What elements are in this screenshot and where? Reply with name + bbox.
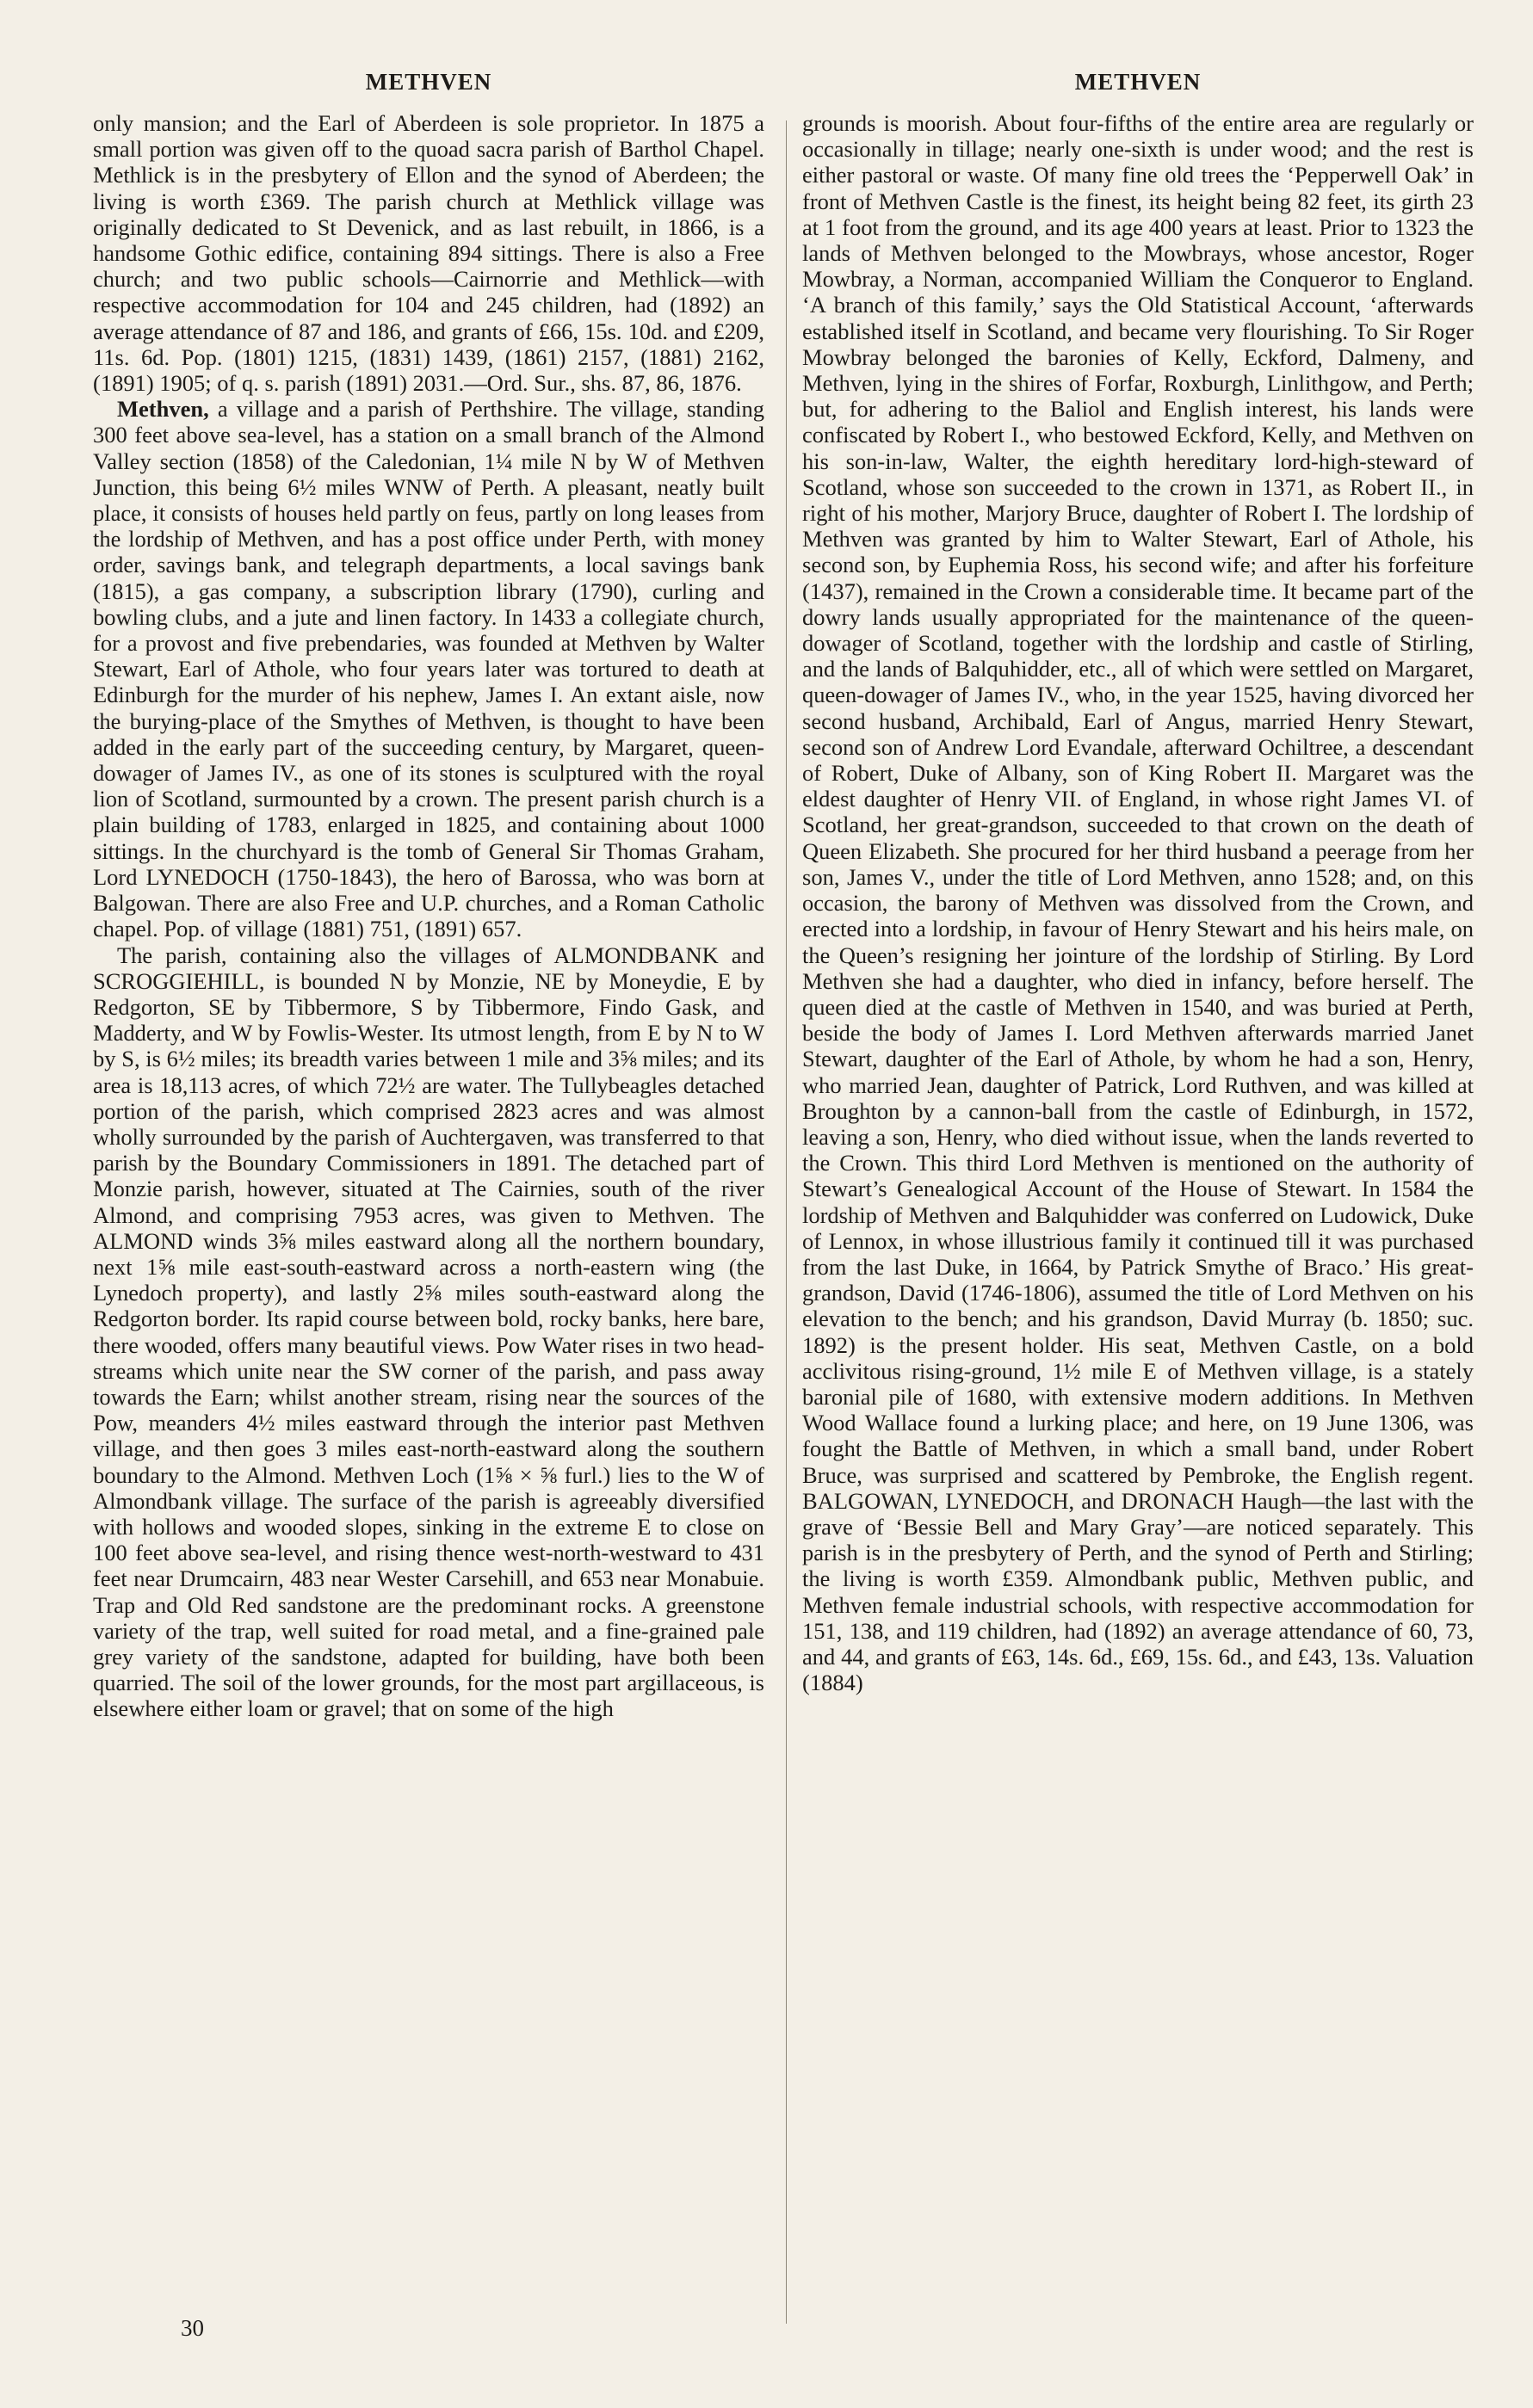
left-column-text (93, 110, 764, 1722)
column-divider (786, 120, 787, 2324)
paragraph-methlick-end: only mansion; and the Earl of Aberdeen is sole proprietor. In 1875 a small portion was given off to the quoad sacra parish of Barthol Chapel. Methlick is in the presbytery of Ellon and the synod of Aberdeen; the living is worth £369. The parish church at Methlick village was originally dedicated to St Devenick, and as last rebuilt, in 1866, is a handsome Gothic edifice, containing 894 sittings. There is also a Free church; and two public schools—Cairnorrie and Methlick—with respective accommodation for 104 and 245 children, had (1892) an average attendance of 87 and 186, and grants of £66, 15s. 10d. and £209, 11s. 6d. Pop. (1801) 1215, (1831) 1439, (1861) 2157, (1881) 2162, (1891) 1905; of q. s. parish (1891) 2031.—Ord. Sur., shs. 87, 86, 1876. (93, 110, 764, 397)
paragraph-methven-entry (93, 396, 764, 942)
page-number: 30 (181, 2315, 204, 2341)
paragraph-parish-history: grounds is moorish. About four-fifths of the entire area are regularly or occasionally in tillage; nearly one-sixth is under wood; and the rest is either pastoral or waste. Of many fine old trees the ‘Pepperwell Oak’ in front of Methven Castle is the finest, its height being 82 feet, its girth 23 at 1 foot from the ground, and its age 400 years at least. Prior to 1323 the lands of Methven belonged to the Mowbrays, whose ancestor, Roger Mowbray, a Norman, accompanied William the Conqueror to England. ‘A branch of this family,’ says the Old Statistical Account, ‘afterwards established itself in Scotland, and became very flourishing. To Sir Roger Mowbray belonged the baronies of Kelly, Eckford, Dalmeny, and Methven, lying in the shires of Forfar, Roxburgh, Linlithgow, and Perth; but, for adhering to the Baliol and English interest, his lands were confiscated by Robert I., who bestowed Eckford, Kelly, and Methven on his son-in-law, Walter, the eighth hereditary lord-high-steward of Scotland, whose son succeeded to the crown in 1371, as Robert II., in right of his mother, Marjory Bruce, daughter of Robert I. The lordship of Methven was granted by him to Walter Stewart, Earl of Athole, his second son, by Euphemia Ross, his second wife; and after his forfeiture (1437), remained in the Crown a considerable time. It became part of the dowry lands usually appropriated for the maintenance of the queen-dowager of Scotland, together with the lordship and castle of Stirling, and the lands of Balquhidder, etc., all of which were settled on Margaret, queen-dowager of James IV., who, in the year 1525, having divorced her second husband, Archibald, Earl of Angus, married Henry Stewart, second son of Andrew Lord Evandale, afterward Ochiltree, a descendant of Robert, Duke of Albany, son of King Robert II. Margaret was the eldest daughter of Henry VII. of England, in whose right James VI. of Scotland, her great-grandson, succeeded to that crown on the death of Queen Elizabeth. She procured for her third husband a peerage from her son, James V., under the title of Lord Methven, anno 1528; and, on this occasion, the barony of Methven was dissolved from the Crown, and erected into a lordship, in favour of Henry Stewart and his heirs male, on the Queen’s resigning her jointure of the lordship of Stirling. By Lord Methven she had a daughter, who died in infancy, before herself. The queen died at the castle of Methven in 1540, and was buried at Perth, beside the body of James I. Lord Methven afterwards married Janet Stewart, daughter of the Earl of Athole, by whom he had a son, Henry, who married Jean, daughter of Patrick, Lord Ruthven, and was killed at Broughton by a cannon-ball from the castle of Edinburgh, in 1572, leaving a son, Henry, who died without issue, when the lands reverted to the Crown. This third Lord Methven is mentioned on the authority of Stewart’s Genealogical Account of the House of Stewart. In 1584 the lordship of Methven and Balquhidder was conferred on Ludowick, Duke of Lennox, in whose illustrious family it continued till it was purchased from the last Duke, in 1664, by Patrick Smythe of Braco.’ His great-grandson, David (1746-1806), assumed the title of Lord Methven on his elevation to the bench; and his grandson, David Murray (b. 1850; suc. 1892) is the present holder. His seat, Methven Castle, on a bold acclivitous rising-ground, 1½ mile E of Methven village, is a stately baronial pile of 1680, with extensive modern additions. In Methven Wood Wallace found a lurking place; and here, on 19 June 1306, was fought the Battle of Methven, in which a small band, under Robert Bruce, was surprised and scattered by Pembroke, the English regent. BALGOWAN, LYNEDOCH, and DRONACH Haugh—the last with the grave of ‘Bessie Bell and Mary Gray’—are noticed separately. This parish is in the presbytery of Perth, and the synod of Perth and Stirling; the living is worth £359. Almondbank public, Methven public, and Methven female industrial schools, with respective accommodation for 151, 138, and 119 children, had (1892) an average attendance of 60, 73, and 44, and grants of £63, 14s. 6d., £69, 15s. 6d., and £43, 13s. Valuation (1884) (802, 110, 1474, 1696)
entry-headword: Methven, (117, 396, 209, 423)
right-column (802, 60, 1474, 1695)
entry-body: a village and a parish of Perthshire. The village, standing 300 feet above sea-level, has a station on a small branch of the Almond Valley section (1858) of the Caledonian, 1¼ mile N by W of Methven Junction, this being 6½ miles WNW of Perth. A pleasant, neatly built place, it consists of houses held partly on feus, partly on long leases from the lordship of Methven, and has a post office under Perth, with money order, savings bank, and telegraph departments, a local savings bank (1815), a gas company, a subscription library (1790), curling and bowling clubs, and a jute and linen factory. In 1433 a collegiate church, for a provost and five prebendaries, was founded at Methven by Walter Stewart, Earl of Athole, who four years later was tortured to death at Edinburgh for the murder of his nephew, James I. An extant aisle, now the burying-place of the Smythes of Methven, is thought to have been added in the early part of the succeeding century, by Margaret, queen-dowager of James IV., as one of its stones is sculptured with the royal lion of Scotland, surmounted by a crown. The present parish church is a plain building of 1783, enlarged in 1825, and containing about 1000 sittings. In the churchyard is the tomb of General Sir Thomas Graham, Lord LYNEDOCH (1750-1843), the hero of Barossa, who was born at Balgowan. There are also Free and U.P. churches, and a Roman Catholic chapel. Pop. of village (1881) 751, (1891) 657. (93, 396, 764, 942)
right-running-head: METHVEN (1074, 69, 1202, 95)
paragraph-parish-description: The parish, containing also the villages of ALMONDBANK and SCROGGIEHILL, is bounded N by Monzie, NE by Moneydie, E by Redgorton, SE by Tibbermore, S by Tibbermore, Findo Gask, and Madderty, and W by Fowlis-Wester. Its utmost length, from E by N to W by S, is 6½ miles; its breadth varies between 1 mile and 3⅝ miles; and its area is 18,113 acres, of which 72½ are water. The Tullybeagles detached portion of the parish, which comprised 2823 acres and was almost wholly surrounded by the parish of Auchtergaven, was transferred to that parish by the Boundary Commissioners in 1891. The detached part of Monzie parish, however, situated at The Cairnies, south of the river Almond, and comprising 7953 acres, was given to Methven. The ALMOND winds 3⅝ miles eastward along all the northern boundary, next 1⅝ mile east-south-eastward across a north-eastern wing (the Lynedoch property), and lastly 2⅝ miles south-eastward along the Redgorton border. Its rapid course between bold, rocky banks, here bare, there wooded, offers many beautiful views. Pow Water rises in two head-streams which unite near the SW corner of the parish, and pass away towards the Earn; whilst another stream, rising near the sources of the Pow, meanders 4½ miles eastward through the interior past Methven village, and then goes 3 miles east-north-eastward along the southern boundary to the Almond. Methven Loch (1⅝ × ⅝ furl.) lies to the W of Almondbank village. The surface of the parish is agreeably diversified with hollows and wooded slopes, sinking in the extreme E to close on 100 feet above sea-level, and rising thence west-north-westward to 431 feet near Drumcairn, 483 near Wester Carsehill, and 653 near Monabuie. Trap and Old Red sandstone are the predominant rocks. A greenstone variety of the trap, well suited for road metal, and a fine-grained pale grey variety of the sandstone, adapted for building, have both been quarried. The soil of the lower grounds, for the most part argillaceous, is elsewhere either loam or gravel; that on some of the high (93, 942, 764, 1722)
right-column-text (802, 110, 1474, 1695)
left-column (93, 60, 764, 1722)
left-running-head: METHVEN (365, 69, 492, 95)
